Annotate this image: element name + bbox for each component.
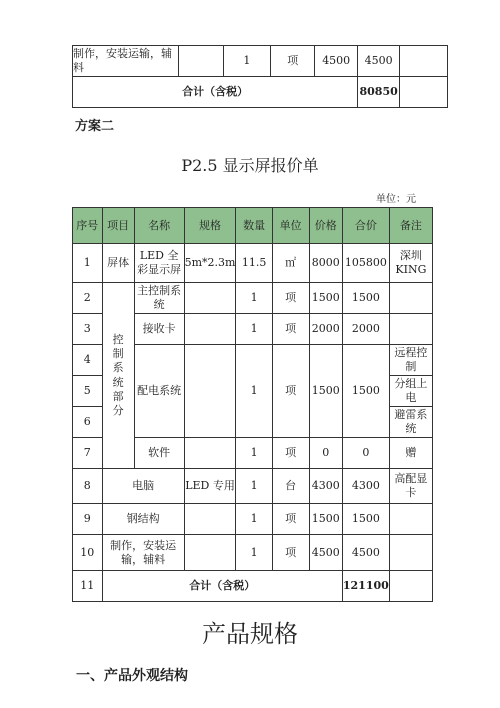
spec-cell: 5m*2.3m (184, 244, 236, 283)
note-cell (389, 314, 432, 345)
no-cell: 11 (73, 571, 103, 602)
total-cell: 1500 (342, 283, 389, 314)
unit-cell: 项 (272, 504, 309, 535)
table-row (73, 504, 433, 535)
table-row (73, 535, 433, 571)
note-cell (389, 571, 432, 602)
control-group-label: 控制系统部分 (112, 332, 124, 418)
no-cell: 8 (73, 469, 103, 504)
table-row (73, 283, 433, 314)
note-cell: 远程控制 (389, 345, 432, 376)
subsection-heading: 一、产品外观结构 (76, 668, 188, 684)
note-cell: 深圳 KING (389, 244, 432, 283)
table-row (73, 244, 433, 283)
total-value: 121100 (342, 571, 389, 602)
spec-cell: LED 专用 (184, 469, 236, 504)
note-cell (389, 504, 432, 535)
header-qty: 数量 (236, 208, 272, 244)
total-cell: 0 (342, 438, 389, 469)
name-cell: 软件 (134, 438, 184, 469)
unit-cell: 项 (272, 345, 309, 438)
unit-cell: 项 (272, 283, 309, 314)
spec-cell (184, 345, 236, 438)
qty-cell: 1 (236, 345, 272, 438)
plan-label: 方案二 (75, 119, 115, 134)
header-note: 备注 (389, 208, 432, 244)
no-cell: 4 (73, 345, 103, 376)
name-cell: 钢结构 (102, 504, 184, 535)
total-cell: 105800 (342, 244, 389, 283)
note-cell (389, 283, 432, 314)
note-cell (400, 46, 448, 77)
total-cell: 4500 (342, 535, 389, 571)
unit-cell: 项 (272, 535, 309, 571)
total-cell: 1500 (342, 504, 389, 535)
qty-cell: 1 (236, 314, 272, 345)
quote-table (72, 207, 433, 602)
header-spec: 规格 (184, 208, 236, 244)
no-cell: 6 (73, 407, 103, 438)
name-cell: 电脑 (102, 469, 184, 504)
price-cell: 4500 (315, 46, 358, 77)
quote-title: P2.5 显示屏报价单 (181, 156, 319, 175)
header-name: 名称 (134, 208, 184, 244)
total-row (73, 77, 448, 108)
spec-cell (178, 46, 223, 77)
unit-note: 单位：元 (376, 194, 416, 205)
header-no: 序号 (73, 208, 103, 244)
table-header-row (73, 208, 433, 244)
total-label: 合计（含税） (73, 77, 358, 108)
spec-cell (184, 314, 236, 345)
price-cell: 2000 (309, 314, 342, 345)
name-cell: 接收卡 (134, 314, 184, 345)
spec-cell (184, 283, 236, 314)
total-cell: 4300 (342, 469, 389, 504)
qty-cell: 1 (236, 504, 272, 535)
total-cell: 2000 (342, 314, 389, 345)
unit-cell: ㎡ (272, 244, 309, 283)
name-cell: 制作，安装运输，辅料 (102, 535, 184, 571)
name-cell: 主控制系统 (134, 283, 184, 314)
header-total: 合价 (342, 208, 389, 244)
project-cell: 屏体 (102, 244, 134, 283)
name-cell: 配电系统 (134, 345, 184, 438)
no-cell: 5 (73, 376, 103, 407)
price-cell: 4300 (309, 469, 342, 504)
price-cell: 4500 (309, 535, 342, 571)
header-price: 价格 (309, 208, 342, 244)
note-cell: 高配显卡 (389, 469, 432, 504)
note-cell (400, 77, 448, 108)
price-cell: 0 (309, 438, 342, 469)
no-cell: 7 (73, 438, 103, 469)
control-group-cell (102, 283, 134, 469)
note-cell: 赠 (389, 438, 432, 469)
unit-cell: 项 (272, 314, 309, 345)
price-cell: 1500 (309, 504, 342, 535)
header-project: 项目 (102, 208, 134, 244)
table-row (73, 469, 433, 504)
total-cell: 4500 (358, 46, 400, 77)
qty-cell: 1 (236, 438, 272, 469)
total-cell: 1500 (342, 345, 389, 438)
note-cell (389, 535, 432, 571)
qty-cell: 1 (236, 283, 272, 314)
note-cell: 分组上电 (389, 376, 432, 407)
spec-cell (184, 438, 236, 469)
section-heading: 产品规格 (202, 620, 298, 648)
header-unit: 单位 (272, 208, 309, 244)
previous-quote-table-fragment (72, 45, 448, 108)
total-value: 80850 (358, 77, 400, 108)
no-cell: 2 (73, 283, 103, 314)
unit-cell: 项 (271, 46, 315, 77)
no-cell: 1 (73, 244, 103, 283)
name-cell: LED 全彩显示屏 (134, 244, 184, 283)
price-cell: 1500 (309, 345, 342, 438)
total-row (73, 571, 433, 602)
table-row (73, 46, 448, 77)
price-cell: 1500 (309, 283, 342, 314)
no-cell: 3 (73, 314, 103, 345)
qty-cell: 1 (236, 535, 272, 571)
note-cell: 避雷系统 (389, 407, 432, 438)
unit-cell: 台 (272, 469, 309, 504)
no-cell: 10 (73, 535, 103, 571)
qty-cell: 11.5 (236, 244, 272, 283)
item-cell: 制作，安装运输，辅料 (73, 46, 179, 77)
qty-cell: 1 (223, 46, 271, 77)
price-cell: 8000 (309, 244, 342, 283)
qty-cell: 1 (236, 469, 272, 504)
unit-cell: 项 (272, 438, 309, 469)
total-label: 合计（含税） (102, 571, 342, 602)
no-cell: 9 (73, 504, 103, 535)
spec-cell (184, 535, 236, 571)
spec-cell (184, 504, 236, 535)
